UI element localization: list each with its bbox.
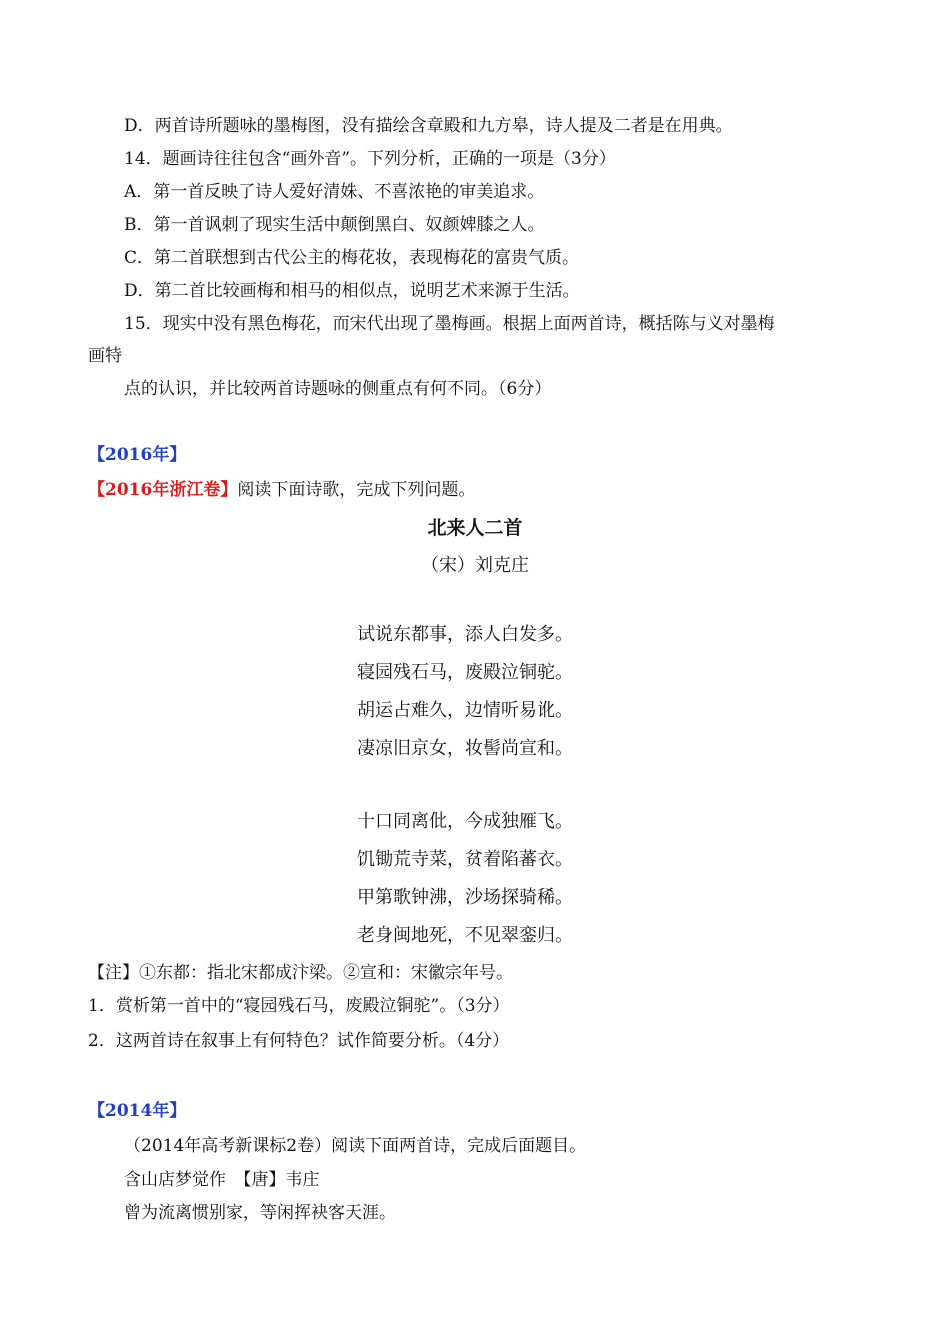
q14-stem: 14．题画诗往往包含“画外音”。下列分析，正确的一项是（3分）: [124, 149, 616, 169]
q14-option-a: A．第一首反映了诗人爱好清姝、不喜浓艳的审美追求。: [124, 182, 545, 202]
q15-line-1: 15．现实中没有黑色梅花，而宋代出现了墨梅画。根据上面两首诗，概括陈与义对墨梅: [124, 314, 775, 334]
q13-option-d: D．两首诗所题咏的墨梅图，没有描绘含章殿和九方皋，诗人提及二者是在用典。: [124, 116, 733, 136]
instruction-2016: 阅读下面诗歌，完成下列问题。: [237, 480, 476, 500]
verse-2-2: 饥锄荒寺菜，贫着陷蕃衣。: [357, 849, 573, 870]
poem-first-line-2014: 曾为流离惯别家，等闲挥袂客天涯。: [124, 1203, 396, 1223]
q14-option-d: D．第二首比较画梅和相马的相似点，说明艺术来源于生活。: [124, 281, 580, 301]
verse-1-3: 胡运占难久，边情听易讹。: [357, 700, 573, 721]
poem-note: 【注】①东都：指北宋都成汴梁。②宣和：宋徽宗年号。: [88, 963, 513, 983]
verse-1-1: 试说东都事，添人白发多。: [357, 624, 573, 645]
verse-1-4: 凄凉旧京女，妆髻尚宣和。: [357, 738, 573, 759]
verse-2-1: 十口同离仳，今成独雁飞。: [357, 811, 573, 832]
poem-title: 北来人二首: [427, 517, 523, 539]
verse-2-4: 老身闽地死，不见翠銮归。: [357, 925, 573, 946]
poem-author: （宋）刘克庄: [421, 555, 529, 576]
poem-title-2014: 含山店梦觉作 【唐】韦庄: [124, 1170, 320, 1190]
question-1: 1．赏析第一首中的“寝园残石马，废殿泣铜驼”。（3分）: [88, 996, 510, 1016]
intro-2014: （2014年高考新课标2卷）阅读下面两首诗，完成后面题目。: [124, 1136, 587, 1156]
section-heading-2014: 【2014年】: [88, 1101, 187, 1121]
q15-line-3: 点的认识，并比较两首诗题咏的侧重点有何不同。（6分）: [124, 379, 552, 399]
verse-1-2: 寝园残石马，废殿泣铜驼。: [357, 662, 573, 683]
verse-2-3: 甲第歌钟沸，沙场探骑稀。: [357, 887, 573, 908]
source-line-2016: [88, 479, 475, 501]
q15-line-2: 画特: [88, 346, 122, 366]
source-tag-2016: 【2016年浙江卷】: [88, 480, 238, 500]
section-heading-2016: 【2016年】: [88, 445, 187, 465]
q14-option-c: C．第二首联想到古代公主的梅花妆，表现梅花的富贵气质。: [124, 248, 580, 268]
q14-option-b: B．第一首讽刺了现实生活中颠倒黑白、奴颜婢膝之人。: [124, 215, 545, 235]
question-2: 2．这两首诗在叙事上有何特色？试作简要分析。（4分）: [88, 1031, 510, 1051]
